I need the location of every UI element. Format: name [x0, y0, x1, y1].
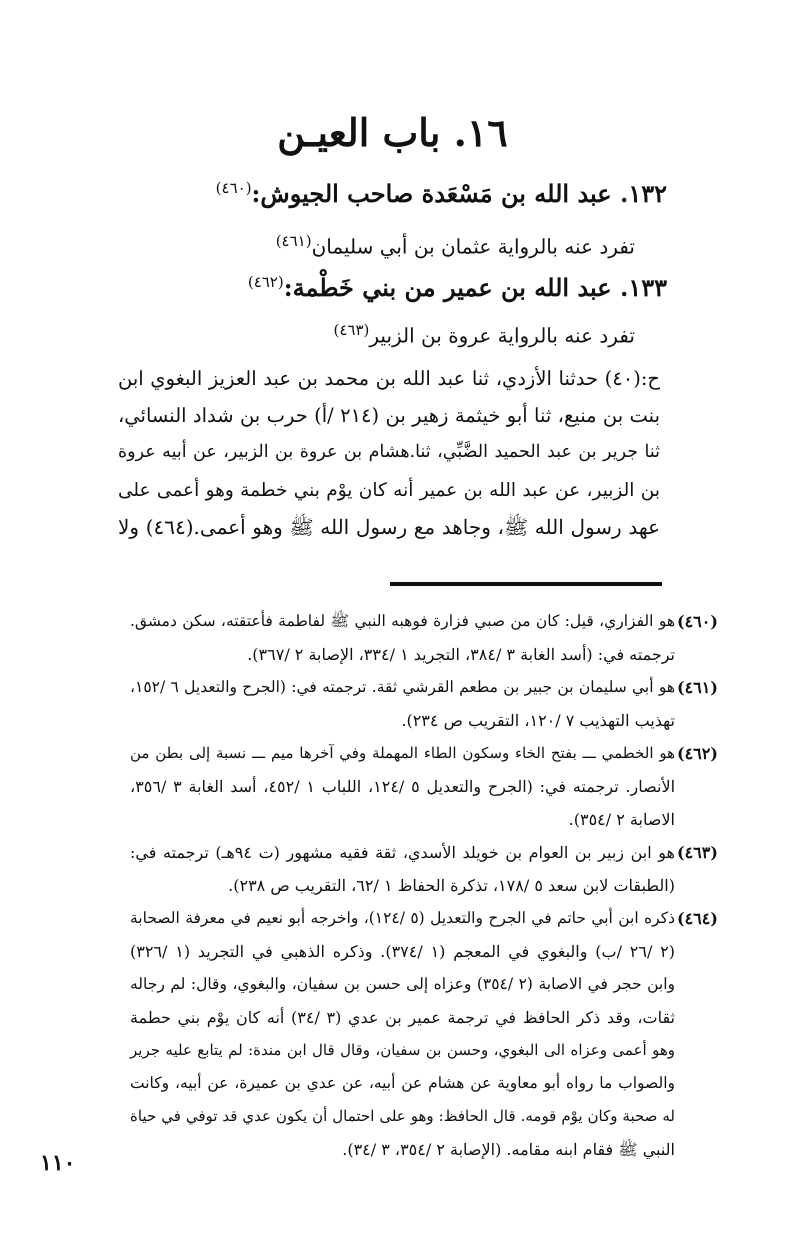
- hadith-line: عهد رسول الله ﷺ، وجاهد مع رسول الله ﷺ وهو أعمى.(٤٦٤) ولا: [118, 514, 661, 539]
- entry-heading-133: [30, 264, 667, 306]
- footnote-line: هو الفزاري، قيل: كان من صبي فزارة فوهبه النبي ﷺ لفاطمة فأعتقته، سكن دمشق.: [130, 612, 675, 630]
- entry-note-132: [30, 225, 635, 263]
- footnote-line: ثقات، وقد ذكر الحافظ في ترجمة عمير بن عدي (٣ /٣٤) أنه كان يوْم بني حطمة: [130, 1008, 676, 1027]
- footnote-line: وهو أعمى وعزاه الى البغوي، وحسن بن سفيان، وقال قال ابن مندة: لم يتابع عليه جرير: [130, 1041, 675, 1059]
- footnote-463: [130, 836, 718, 902]
- footnote-ref[interactable]: (٤٦٠): [215, 179, 252, 197]
- footnote-line: النبي ﷺ فقام ابنه مقامه. (الإصابة ٢ /٣٥٤، ٣ /٣٤).: [342, 1140, 675, 1159]
- footnote-460: [130, 605, 718, 671]
- footnote-ref[interactable]: (٤٦١): [275, 232, 312, 250]
- entry-note-text: تفرد عنه بالرواية عثمان بن أبي سليمان: [311, 234, 635, 259]
- footnote-number: (٤٦٢): [677, 744, 718, 763]
- footnote-ref[interactable]: (٤٦٣): [333, 321, 370, 339]
- footnote-462: [130, 737, 718, 836]
- footnotes: [130, 605, 718, 1166]
- footnote-line: هو الخطمي ـــ بفتح الخاء وسكون الطاء المهملة وفي آخرها ميم ـــ نسبة إلى بطن من: [130, 744, 675, 762]
- footnote-line: ذكره ابن أبي حاتم في الجرح والتعديل (٥ /١٢٤)، واخرجه أبو نعيم في معرفة الصحابة: [130, 909, 675, 927]
- footnote-line: الأنصار. ترجمته في: (الجرح والتعديل ٥ /١٢٤، اللباب ١ /٤٥٢، أسد الغابة ٣ /٣٥٦،: [130, 777, 676, 796]
- footnote-separator: [390, 582, 662, 586]
- entry-note-133: [30, 314, 635, 352]
- footnote-line: (٢ /٢٦ /ب) والبغوي في المعجم (١ /٣٧٤). وذكره الذهبي في التجريد (١ /٣٢٦): [130, 942, 675, 961]
- footnote-number: (٤٦٣): [677, 843, 718, 862]
- footnote-number: (٤٦٠): [677, 612, 718, 631]
- footnote-461: [130, 671, 718, 737]
- entry-heading-text: ١٣٣. عبد الله بن عمير من بني خَطْمة:: [283, 273, 667, 302]
- footnote-line: (الطبقات لابن سعد ٥ /١٧٨، تذكرة الحفاظ ١ /٦٢، التقريب ص ٢٣٨).: [228, 876, 675, 895]
- footnote-ref[interactable]: (٤٦٢): [247, 273, 284, 291]
- footnote-number: (٤٦٤): [677, 909, 718, 928]
- footnote-line: له صحبة وكان يوْم قومه. قال الحافظ: وهو على احتمال أن يكون عدي قد توفي في حياة: [130, 1107, 675, 1125]
- hadith-line: بنت بن منيع، ثنا أبو خيثمة زهير بن (٢١٤ /أ) حرب بن شداد النسائي،: [118, 404, 660, 428]
- footnote-line: تهذيب التهذيب ٧ /١٢٠، التقريب ص ٢٣٤).: [401, 711, 675, 730]
- footnote-line: والصواب ما رواه أبو معاوية عن هشام عن أبيه، عن عدي بن عميرة، عن أبيه، وكانت: [130, 1074, 675, 1092]
- hadith-line: ثنا جرير بن عبد الحميد الضَّبِّي، ثنا.هشام بن عروة بن الزبير، عن أبيه عروة: [118, 442, 660, 463]
- footnote-number: (٤٦١): [677, 678, 718, 697]
- hadith-line: ح:(٤٠) حدثنا الأزدي، ثنا عبد الله بن محمد بن عبد العزيز البغوي ابن: [118, 367, 660, 390]
- footnote-464: [130, 902, 718, 1166]
- footnote-line: ترجمته في: (أسد الغابة ٣ /٣٨٤، التجريد ١ /٣٣٤، الإصابة ٢ /٣٦٧).: [247, 645, 675, 664]
- hadith-line: بن الزبير، عن عبد الله بن عمير أنه كان يوْم بني خطمة وهو أعمى على: [118, 479, 660, 501]
- footnote-line: وابن حجر في الاصابة (٢ /٣٥٤) وعزاه إلى حسن بن سفيان، والبغوي، وقال: لم رجاله: [130, 975, 675, 993]
- footnote-line: الاصابة ٢ /٣٥٤).: [568, 810, 675, 829]
- page-number: ١١٠: [40, 1150, 76, 1176]
- hadith-text: [118, 360, 660, 546]
- entry-heading-text: ١٣٢. عبد الله بن مَسْعَدة صاحب الجيوش:: [251, 179, 667, 208]
- entry-note-text: تفرد عنه بالرواية عروة بن الزبير: [369, 323, 635, 348]
- chapter-title: ١٦. باب العيـن: [277, 110, 508, 155]
- footnote-line: هو أبي سليمان بن جبير بن مطعم القرشي ثقة. ترجمته في: (الجرح والتعديل ٦ /١٥٢،: [130, 678, 675, 696]
- footnote-line: هو ابن زبير بن العوام بن خويلد الأسدي، ثقة فقيه مشهور (ت ٩٤هـ) ترجمته في:: [130, 843, 675, 862]
- entry-heading-132: [30, 170, 667, 212]
